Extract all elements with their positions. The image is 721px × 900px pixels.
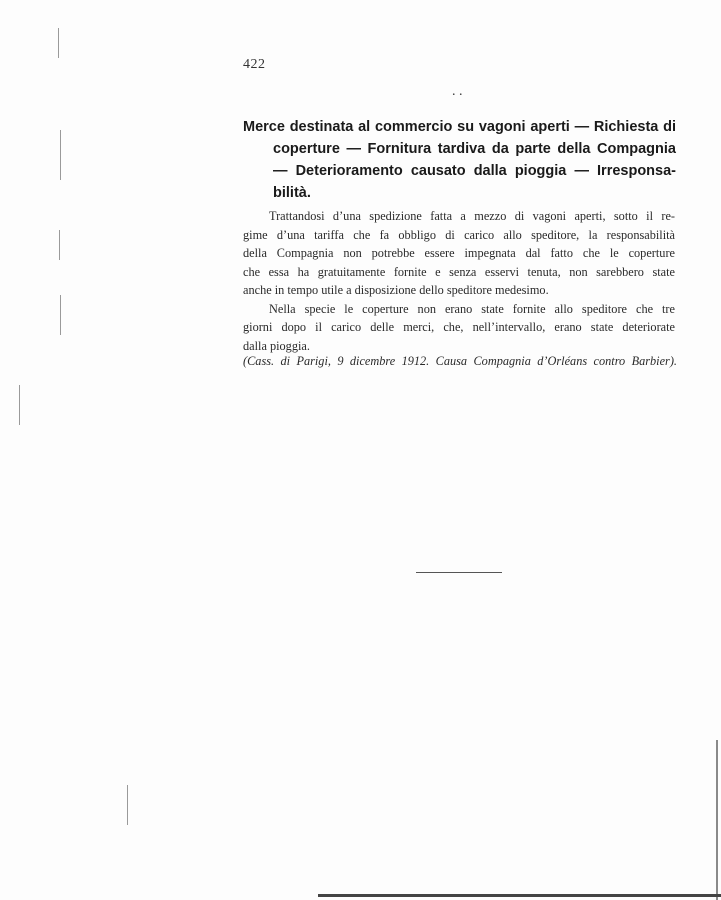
- ornament-dots: . .: [452, 84, 463, 99]
- page-edge: [716, 740, 718, 900]
- binding-mark: [59, 230, 60, 260]
- heading-line: bilità.: [273, 185, 311, 201]
- body-line: Trattandosi d’una spedizione fatta a mezzo di vagoni aperti, sotto il re-: [269, 209, 675, 223]
- binding-mark: [127, 785, 128, 825]
- citation: (Cass. di Parigi, 9 dicembre 1912. Causa Compagnia d’Orléans contro Barbier).: [243, 354, 677, 368]
- binding-mark: [60, 130, 61, 180]
- body-text: [243, 207, 675, 355]
- body-line: gime d’una tariffa che fa obbligo di carico allo speditore, la responsabilità: [243, 227, 675, 242]
- heading-line: coperture — Fornitura tardiva da parte della Compagnia: [273, 141, 676, 157]
- heading-line: — Deterioramento causato dalla pioggia — Irresponsa-: [273, 163, 676, 179]
- heading-line: Merce destinata al commercio su vagoni aperti — Richiesta di: [243, 119, 676, 135]
- body-line: della Compagnia non potrebbe essere impegnata dal fatto che le coperture: [243, 246, 675, 260]
- separator-rule: [416, 572, 502, 573]
- page-number: 422: [243, 57, 266, 72]
- binding-mark: [60, 295, 61, 335]
- binding-mark: [58, 28, 59, 58]
- body-line: dalla pioggia.: [243, 338, 310, 353]
- body-line: anche in tempo utile a disposizione dello speditore medesimo.: [243, 283, 549, 297]
- section-heading: [243, 116, 676, 204]
- body-line: giorni dopo il carico delle merci, che, nell’intervallo, erano state deteriorate: [243, 320, 675, 334]
- page-edge-bottom: [318, 894, 721, 897]
- body-line: che essa ha gratuitamente fornite e senza esservi tenuta, non sarebbero state: [243, 264, 675, 279]
- body-line: Nella specie le coperture non erano state fornite allo speditore che tre: [269, 301, 675, 316]
- binding-mark: [19, 385, 20, 425]
